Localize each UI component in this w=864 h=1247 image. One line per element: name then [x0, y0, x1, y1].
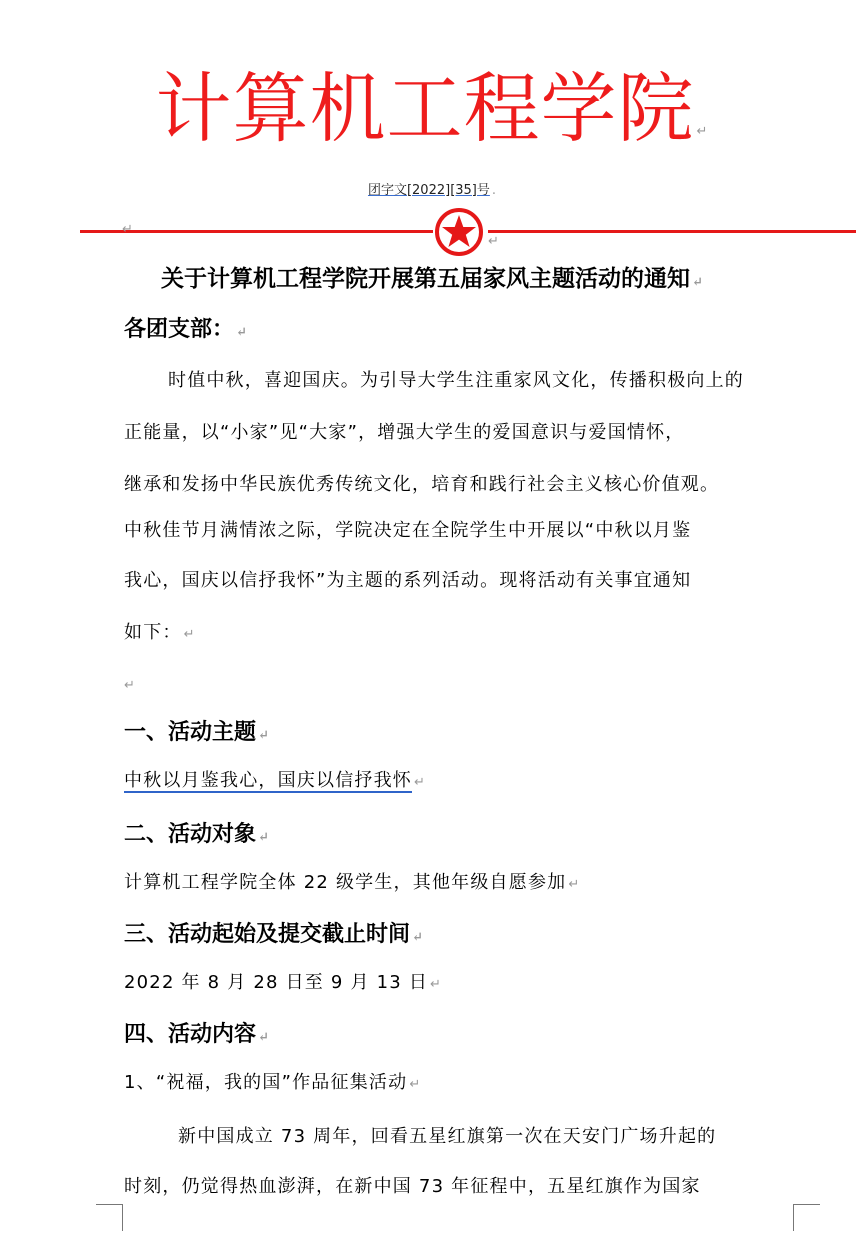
notice-title: 关于计算机工程学院开展第五届家风主题活动的通知 ↵ [161, 265, 703, 292]
paragraph-mark-icon: ↵ [124, 678, 135, 693]
paragraph-mark-icon: ↵ [696, 123, 709, 138]
theme-text: 中秋以月鉴我心，国庆以信抒我怀 ↵ [124, 770, 427, 791]
content-line: 时刻，仍觉得热血澎湃，在新中国 73 年征程中，五星红旗作为国家 [124, 1176, 701, 1197]
paragraph-mark-icon: ↵ [258, 728, 269, 743]
red-rule-left [80, 230, 433, 233]
section-heading-theme: 一、活动主题 ↵ [124, 719, 269, 745]
doc-number: 团字文[2022][35]号 . [367, 183, 497, 198]
salutation: 各团支部： ↵ [124, 316, 247, 342]
time-text: 2022 年 8 月 28 日至 9 月 13 日 ↵ [124, 972, 443, 993]
paragraph-mark-icon: ↵ [412, 930, 423, 945]
org-title: 计算机工程学院 ↵ [155, 67, 709, 152]
paragraph-mark-icon: ↵ [414, 775, 427, 790]
paragraph-mark-icon: ↵ [258, 1030, 269, 1045]
section-heading-time: 三、活动起始及提交截止时间 ↵ [124, 921, 423, 947]
paragraph-mark-icon: ↵ [568, 877, 581, 892]
paragraph-mark-icon: . [491, 183, 497, 198]
paragraph-mark-icon: ↵ [122, 222, 133, 237]
intro-line: 如下： ↵ [124, 622, 196, 643]
intro-line: 正能量，以“小家”见“大家”，增强大学生的爱国意识与爱国情怀， [124, 422, 685, 443]
intro-line: 继承和发扬中华民族优秀传统文化，培育和践行社会主义核心价值观。 [124, 474, 720, 495]
paragraph-mark-icon: ↵ [430, 977, 443, 992]
intro-line: 我心，国庆以信抒我怀”为主题的系列活动。现将活动有关事宜通知 [124, 570, 692, 591]
paragraph-mark-icon: ↵ [488, 234, 499, 249]
section-heading-target: 二、活动对象 ↵ [124, 821, 269, 847]
red-star-emblem-icon [433, 206, 485, 258]
page-corner-mark-right [793, 1204, 820, 1231]
intro-line: 时值中秋，喜迎国庆。为引导大学生注重家风文化，传播积极向上的 [168, 370, 744, 391]
target-text: 计算机工程学院全体 22 级学生，其他年级自愿参加 ↵ [124, 872, 581, 893]
paragraph-mark-icon: ↵ [236, 325, 247, 340]
paragraph-mark-icon: ↵ [258, 830, 269, 845]
page-corner-mark-left [96, 1204, 123, 1231]
intro-line: 中秋佳节月满情浓之际，学院决定在全院学生中开展以“中秋以月鉴 [124, 520, 692, 541]
paragraph-mark-icon: ↵ [692, 275, 703, 290]
section-heading-content: 四、活动内容 ↵ [124, 1021, 269, 1047]
content-item: 1、“祝福，我的国”作品征集活动 ↵ [124, 1072, 422, 1093]
paragraph-mark-icon: ↵ [409, 1077, 422, 1092]
paragraph-mark-icon: ↵ [183, 627, 196, 642]
content-line: 新中国成立 73 周年，回看五星红旗第一次在天安门广场升起的 [178, 1126, 717, 1147]
red-rule-right [488, 230, 856, 233]
